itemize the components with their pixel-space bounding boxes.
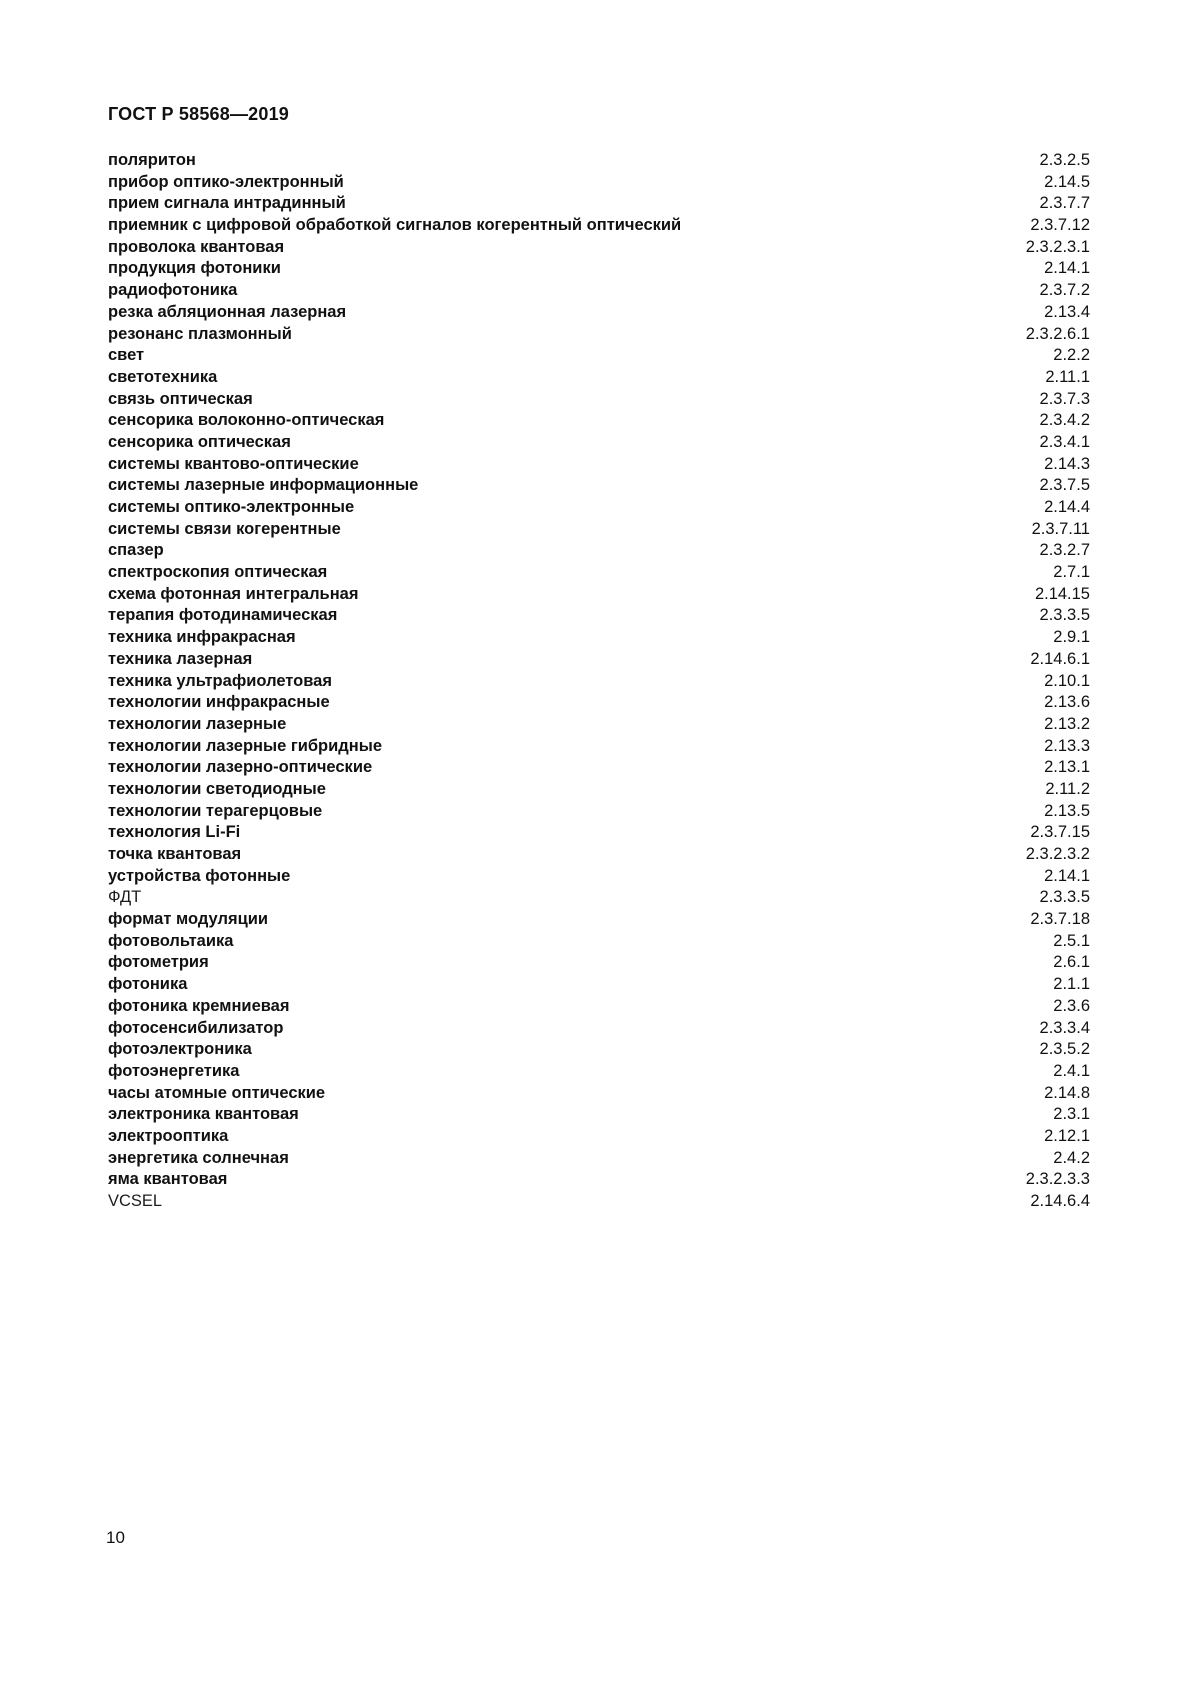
index-entry [108, 302, 1090, 324]
index-entry-term: системы оптико-электронные [108, 498, 355, 516]
index-entry [108, 345, 1090, 367]
index-entry [108, 1039, 1090, 1061]
index-entry-term: терапия фотодинамическая [108, 606, 338, 625]
index-entry-ref: 2.13.5 [1044, 801, 1090, 820]
index-entry-ref: 2.3.7.2 [1039, 281, 1090, 300]
index-entry [108, 1104, 1090, 1126]
index-entry-ref: 2.13.4 [1044, 302, 1090, 321]
index-entry-term: светотехника [108, 367, 218, 386]
index-entry-term: часы атомные оптические [108, 1083, 326, 1102]
index-entry-ref: 2.5.1 [1053, 931, 1090, 950]
index-entry [108, 909, 1090, 931]
index-entry-term: технологии лазерные гибридные [108, 736, 382, 755]
index-entry-ref: 2.3.7.18 [1030, 910, 1090, 929]
index-entry [108, 1169, 1090, 1191]
index-entry-ref: 2.3.4.1 [1039, 432, 1090, 451]
index-entry [108, 844, 1090, 866]
index-entry-term: технологии лазерные [108, 714, 287, 733]
index-entry-term: сенсорика оптическая [108, 432, 291, 451]
index-entry [108, 324, 1090, 346]
index-entry [108, 866, 1090, 888]
index-entry-ref: 2.12.1 [1044, 1126, 1090, 1145]
index-entry-term: проволока квантовая [108, 237, 285, 256]
index-entry-term: радиофотоника [108, 281, 238, 300]
index-entry-ref: 2.3.7.5 [1039, 476, 1090, 495]
index-entry-ref: 2.3.3.4 [1039, 1018, 1090, 1037]
index-entry [108, 1061, 1090, 1083]
index-entry-term: связь оптическая [108, 389, 253, 408]
index-entry-ref: 2.14.1 [1044, 259, 1090, 278]
index-entry [108, 931, 1090, 953]
index-entry-term: VCSEL [108, 1192, 163, 1210]
index-entry [108, 1126, 1090, 1148]
index-entry-ref: 2.3.2.6.1 [1025, 324, 1090, 343]
index-entry-ref: 2.3.6 [1053, 996, 1090, 1015]
index-entry-ref: 2.3.2.5 [1039, 151, 1090, 169]
index-entry-term: техника лазерная [108, 649, 253, 668]
index-entry [108, 649, 1090, 671]
index-entry-ref: 2.11.2 [1045, 779, 1090, 798]
index-entry [108, 193, 1090, 215]
index-entry [108, 736, 1090, 758]
index-entry-ref: 2.9.1 [1053, 628, 1090, 647]
index-entry-term: фотосенсибилизатор [108, 1018, 284, 1037]
index-entry-term: ФДТ [108, 888, 142, 907]
index-entry-ref: 2.3.2.7 [1039, 541, 1090, 560]
index-entry-ref: 2.14.8 [1044, 1083, 1090, 1102]
index-entry-term: свет [108, 346, 145, 365]
index-entry-term: технологии лазерно-оптические [108, 758, 373, 777]
index-entry-ref: 2.4.2 [1053, 1148, 1090, 1167]
index-entry-ref: 2.13.2 [1044, 714, 1090, 733]
index-entry [108, 1018, 1090, 1040]
page-number: 10 [106, 1528, 125, 1547]
index-entry-term: электроника квантовая [108, 1105, 299, 1124]
index-entry-term: точка квантовая [108, 845, 242, 863]
index-entry-ref: 2.14.3 [1044, 454, 1090, 473]
index-entry-ref: 2.3.7.15 [1030, 823, 1090, 842]
index-entry-ref: 2.4.1 [1053, 1061, 1090, 1080]
index-entry-term: фотоника кремниевая [108, 996, 290, 1015]
index-entry-term: техника ультрафиолетовая [108, 671, 332, 690]
index-entry-ref: 2.14.1 [1044, 866, 1090, 885]
index-entry-ref: 2.3.3.5 [1039, 606, 1090, 625]
index-entry-term: технологии инфракрасные [108, 693, 330, 712]
index-entry-term: системы связи когерентные [108, 519, 341, 538]
index-entry [108, 1083, 1090, 1105]
index-entry-ref: 2.6.1 [1053, 953, 1090, 972]
index-entry-ref: 2.3.3.5 [1039, 888, 1090, 907]
index-entry-term: фотоника [108, 975, 188, 994]
index-entry [108, 714, 1090, 736]
index-entry-term: резка абляционная лазерная [108, 302, 347, 321]
index-entry-ref: 2.13.1 [1044, 758, 1090, 777]
index-entry-ref: 2.14.6.1 [1030, 649, 1090, 668]
index-entry [108, 779, 1090, 801]
index-entry-ref: 2.3.7.12 [1030, 216, 1090, 235]
index-entry-term: электрооптика [108, 1126, 229, 1145]
index-entry [108, 996, 1090, 1018]
index-entry-term: техника инфракрасная [108, 628, 296, 647]
index-entry [108, 1191, 1090, 1213]
index-entry [108, 974, 1090, 996]
index-entry-ref: 2.3.4.2 [1039, 411, 1090, 430]
index-entry-ref: 2.2.2 [1053, 346, 1090, 365]
index-entry-term: устройства фотонные [108, 866, 291, 885]
index-entry-term: системы квантово-оптические [108, 454, 359, 473]
index-entry [108, 562, 1090, 584]
index-entry [108, 757, 1090, 779]
index-entry-ref: 2.3.1 [1053, 1105, 1090, 1124]
index-entry-ref: 2.3.2.3.3 [1025, 1170, 1090, 1189]
index-entry-ref: 2.14.6.4 [1030, 1192, 1090, 1210]
index-entry-term: приемник с цифровой обработкой сигналов когерентный оптический [108, 216, 682, 235]
index-entry-term: фотометрия [108, 953, 209, 972]
index-entry [108, 1148, 1090, 1170]
index-entry-term: схема фотонная интегральная [108, 584, 359, 603]
index-entry-term: энергетика солнечная [108, 1148, 289, 1167]
index-entry-ref: 2.14.5 [1044, 172, 1090, 191]
document-title: ГОСТ Р 58568—2019 [108, 104, 290, 124]
index-entry-ref: 2.14.4 [1044, 498, 1090, 516]
index-entry-term: технологии терагерцовые [108, 801, 323, 820]
index-entry [108, 389, 1090, 411]
index-entry [108, 454, 1090, 476]
index-entry-term: яма квантовая [108, 1170, 228, 1189]
index-entry-ref: 2.10.1 [1044, 671, 1090, 690]
index-entry-ref: 2.11.1 [1045, 367, 1090, 386]
index-entry [108, 237, 1090, 259]
index-entry-ref: 2.3.7.7 [1039, 194, 1090, 213]
index-entry-ref: 2.3.7.3 [1039, 389, 1090, 408]
index-entry-ref: 2.3.2.3.2 [1025, 845, 1090, 863]
index-entry [108, 627, 1090, 649]
index-entry-ref: 2.13.6 [1044, 693, 1090, 712]
index-entry-term: поляритон [108, 151, 196, 169]
index-entry-ref: 2.3.5.2 [1039, 1040, 1090, 1059]
index-entry [108, 150, 1090, 172]
index-entry [108, 258, 1090, 280]
index-entry-ref: 2.13.3 [1044, 736, 1090, 755]
index-entry-term: спектроскопия оптическая [108, 563, 328, 582]
index-entry-term: прием сигнала интрадинный [108, 194, 346, 213]
index-entry [108, 671, 1090, 693]
index-entry-term: фотовольтаика [108, 931, 234, 950]
index-entry-term: фотоэлектроника [108, 1040, 252, 1059]
index-entry-ref: 2.3.7.11 [1031, 519, 1090, 538]
index-entry [108, 475, 1090, 497]
index-entry [108, 801, 1090, 823]
index-entry-ref: 2.3.2.3.1 [1025, 237, 1090, 256]
index-entry [108, 605, 1090, 627]
index-entry [108, 280, 1090, 302]
index-entry [108, 519, 1090, 541]
index-entry-term: системы лазерные информационные [108, 476, 419, 495]
index-entry [108, 540, 1090, 562]
index-entry [108, 692, 1090, 714]
index-entry-term: прибор оптико-электронный [108, 172, 344, 191]
index-entry-term: формат модуляции [108, 910, 269, 929]
index-entry [108, 887, 1090, 909]
index-entry-term: сенсорика волоконно-оптическая [108, 411, 385, 430]
index-entry-term: спазер [108, 541, 164, 560]
index-entry-ref: 2.14.15 [1034, 584, 1090, 603]
index-entry [108, 367, 1090, 389]
index-entry [108, 584, 1090, 606]
index-entry [108, 432, 1090, 454]
index-entry [108, 410, 1090, 432]
index-entry [108, 952, 1090, 974]
index-entry-term: резонанс плазмонный [108, 324, 292, 343]
index-entry [108, 497, 1090, 519]
index-entry-term: фотоэнергетика [108, 1061, 240, 1080]
index-entry-term: технологии светодиодные [108, 779, 326, 798]
index-entry-ref: 2.1.1 [1053, 975, 1090, 994]
index-entry [108, 215, 1090, 237]
index-list [108, 150, 1090, 1213]
index-entry [108, 822, 1090, 844]
index-entry-ref: 2.7.1 [1053, 563, 1090, 582]
index-entry-term: продукция фотоники [108, 259, 281, 278]
index-entry [108, 172, 1090, 194]
index-entry-term: технология Li-Fi [108, 823, 241, 842]
